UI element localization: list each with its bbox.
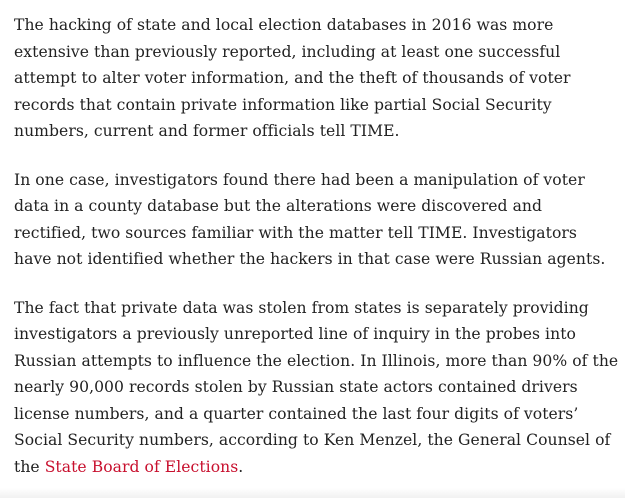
paragraph-2: In one case, investigators found there had been a manipulation of voter data in a county database but the alterations were discovered and rectified, two sources familiar with the matter tell TIME. Investigators have not identified whether the hackers in that case were Russian agents. (14, 167, 619, 273)
paragraph-3-text: The fact that private data was stolen from states is separately providing investigators a previously unreported line of inquiry in the probes into Russian attempts to influence the election. In Illinois, more than 90% of the nearly 90,000 records stolen by Russian state actors contained drivers license numbers, and a quarter contained the last four digits of voters’ Social Security numbers, according to Ken Menzel, the General Counsel of the (14, 299, 618, 476)
paragraph-3 (14, 295, 619, 481)
bottom-fade (0, 488, 625, 498)
article-body (14, 12, 619, 502)
paragraph-3-end: . (238, 458, 243, 476)
state-board-of-elections-link[interactable]: State Board of Elections (45, 458, 239, 476)
paragraph-1: The hacking of state and local election databases in 2016 was more extensive than previously reported, including at least one successful attempt to alter voter information, and the theft of thousands of voter records that contain private information like partial Social Security numbers, current and former officials tell TIME. (14, 12, 619, 145)
